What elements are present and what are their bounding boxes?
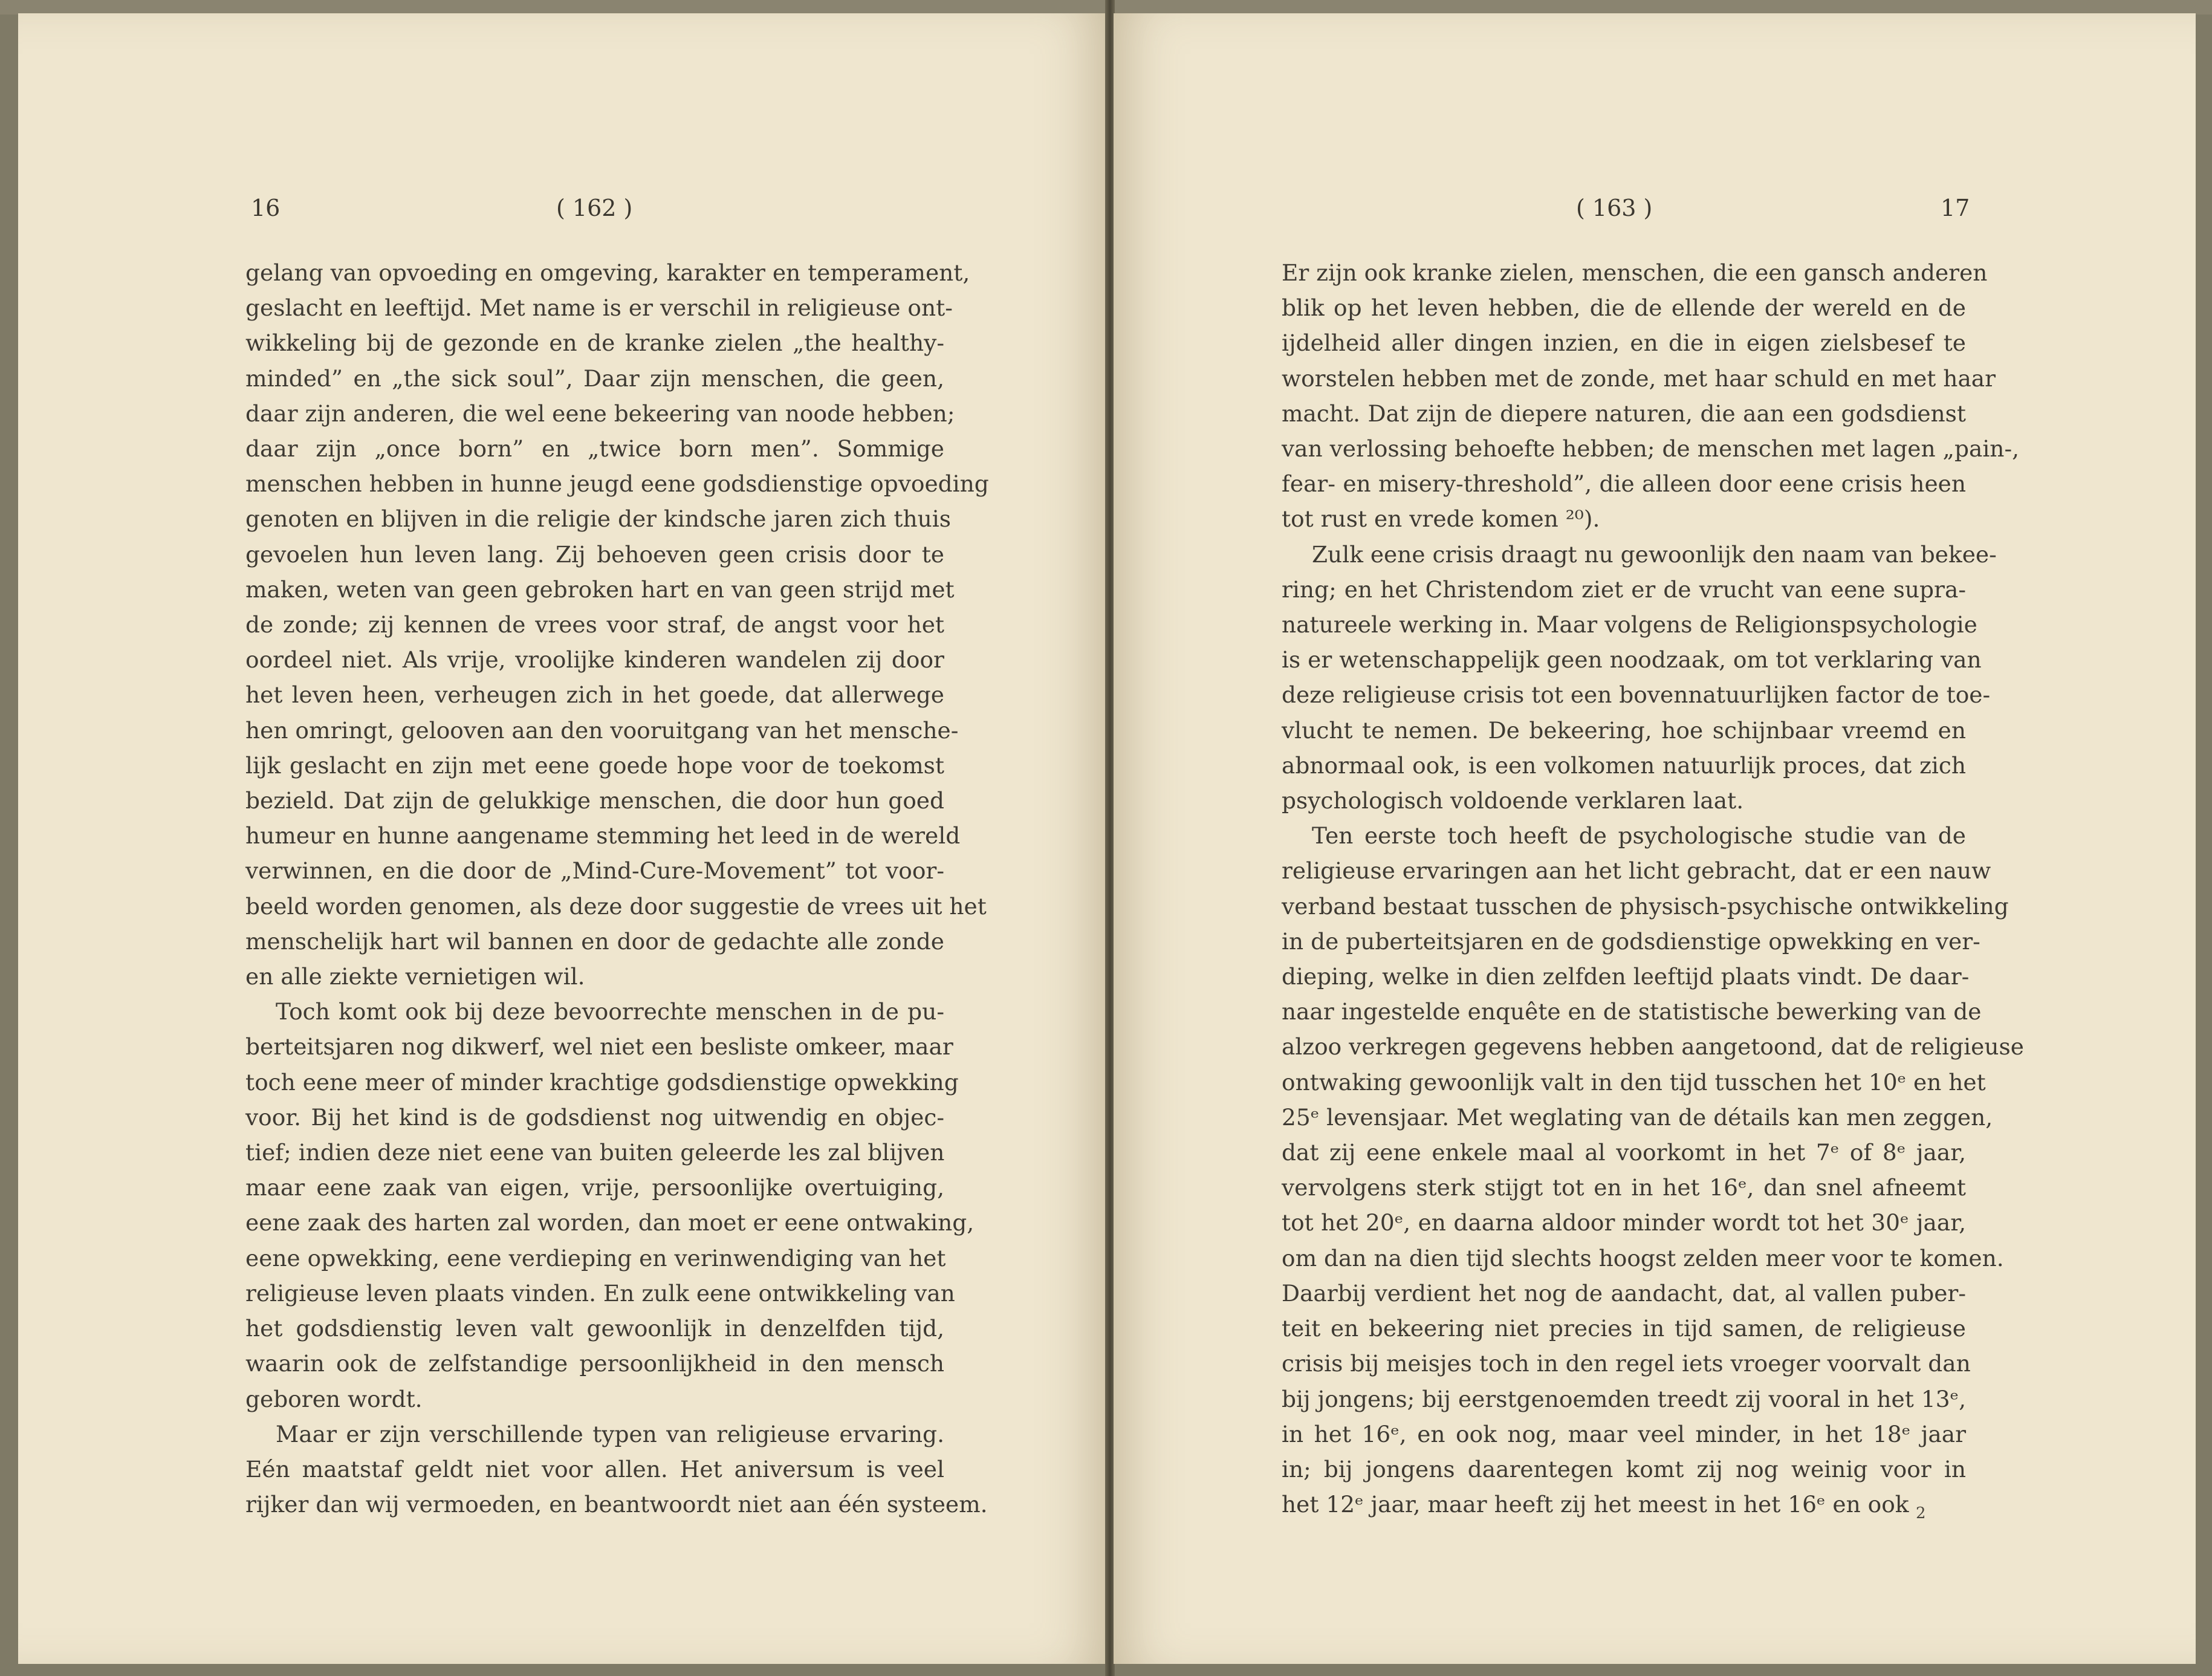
text-line: geslacht en leeftijd. Met name is er verschil in religieuse ont- [245,294,953,322]
text-line: tief; indien deze niet eene van buiten geleerde les zal blijven [245,1139,945,1166]
text-line: dat zij eene enkele maal al voorkomt in het 7ᵉ of 8ᵉ jaar, [1282,1139,1966,1166]
text-line: het leven heen, verheugen zich in het goede, dat allerwege [245,681,944,709]
text-line: maar eene zaak van eigen, vrije, persoonlijke overtuiging, [245,1174,944,1201]
text-line: is er wetenschappelijk geen noodzaak, om tot verklaring van [1282,646,1982,674]
text-line: psychologisch voldoende verklaren laat. [1282,787,1744,814]
text-line: voor. Bij het kind is de godsdienst nog uitwendig en objec- [245,1103,944,1131]
text-line: abnormaal ook, is een volkomen natuurlijk proces, dat zich [1282,752,1966,779]
paragraph [1282,255,2020,537]
left-running-header: ( 162 ) [556,195,633,221]
text-line: in de puberteitsjaren en de godsdienstige opwekking en ver- [1282,927,1980,955]
text-line: blik op het leven hebben, die de ellende der wereld en de [1282,294,1966,322]
text-line: Zulk eene crisis draagt nu gewoonlijk den naam van bekee- [1312,541,1997,568]
right-page-body [1282,255,2024,1522]
text-line: gevoelen hun leven lang. Zij behoeven geen crisis door te [245,541,944,568]
paragraph [245,994,975,1416]
text-line: fear- en misery-threshold”, die alleen door eene crisis heen [1282,470,1966,498]
text-line: religieuse leven plaats vinden. En zulk eene ontwikkeling van [245,1279,955,1307]
left-page [18,13,1106,1664]
text-line: Ten eerste toch heeft de psychologische studie van de [1312,822,1966,849]
text-line: bezield. Dat zijn de gelukkige menschen, die door hun goed [245,787,944,814]
text-line: deze religieuse crisis tot een bovennatuurlijken factor de toe- [1282,681,1991,709]
paragraph [1282,537,1997,819]
text-line: ontwaking gewoonlijk valt in den tijd tusschen het 10ᵉ en het [1282,1068,1986,1096]
text-line: om dan na dien tijd slechts hoogst zelden meer voor te komen. [1282,1244,2004,1272]
text-line: eene zaak des harten zal worden, dan moet er eene ontwaking, [245,1209,975,1236]
text-line: van verlossing behoefte hebben; de menschen met lagen „pain-, [1282,435,2020,463]
text-line: verband bestaat tusschen de physisch-psychische ontwikkeling [1282,892,2009,920]
right-running-header: ( 163 ) [1576,195,1653,221]
signature-mark: 2 [1916,1504,1926,1522]
text-line: maken, weten van geen gebroken hart en van geen strijd met [245,576,955,603]
text-line: macht. Dat zijn de diepere naturen, die aan een godsdienst [1282,400,1966,427]
text-line: het 12ᵉ jaar, maar heeft zij het meest in het 16ᵉ en ook [1282,1491,1909,1518]
text-line: alzoo verkregen gegevens hebben aangetoond, dat de religieuse [1282,1033,2024,1060]
text-line: minded” en „the sick soul”, Daar zijn menschen, die geen, [245,365,944,392]
text-line: menschelijk hart wil bannen en door de gedachte alle zonde [245,927,944,955]
left-page-body [245,255,989,1522]
text-line: berteitsjaren nog dikwerf, wel niet een besliste omkeer, maar [245,1033,953,1060]
text-line: vervolgens sterk stijgt tot en in het 16ᵉ, dan snel afneemt [1282,1174,1966,1201]
text-line: ring; en het Christendom ziet er de vrucht van eene supra- [1282,576,1966,603]
text-line: crisis bij meisjes toch in den regel iets vroeger voorvalt dan [1282,1350,1971,1377]
text-line: lijk geslacht en zijn met eene goede hope voor de toekomst [245,752,944,779]
paragraph [1282,818,2024,1522]
text-line: Toch komt ook bij deze bevoorrechte menschen in de pu- [276,998,944,1025]
text-line: in; bij jongens daarentegen komt zij nog weinig voor in [1282,1455,1966,1483]
text-line: daar zijn „once born” en „twice born men”. Sommige [245,435,944,463]
text-line: Maar er zijn verschillende typen van religieuse ervaring. [276,1420,944,1447]
text-line: verwinnen, en die door de „Mind-Cure-Movement” tot voor- [245,857,944,885]
text-line: ijdelheid aller dingen inzien, en die in eigen zielsbesef te [1282,330,1966,357]
text-line: teit en bekeering niet precies in tijd samen, de religieuse [1282,1315,1966,1342]
text-line: tot het 20ᵉ, en daarna aldoor minder wordt tot het 30ᵉ jaar, [1282,1209,1966,1236]
text-line: natureele werking in. Maar volgens de Religionspsychologie [1282,611,1977,638]
text-line: daar zijn anderen, die wel eene bekeering van noode hebben; [245,400,955,427]
left-page-number: 16 [251,195,281,221]
text-line: menschen hebben in hunne jeugd eene godsdienstige opvoeding [245,470,989,498]
right-page-number: 17 [1941,195,1970,221]
text-line: oordeel niet. Als vrije, vroolijke kinderen wandelen zij door [245,646,944,674]
text-line: hen omringt, gelooven aan den vooruitgang van het mensche- [245,716,959,744]
text-line: Eén maatstaf geldt niet voor allen. Het aniversum is veel [245,1455,944,1483]
text-line: de zonde; zij kennen de vrees voor straf, de angst voor het [245,611,944,638]
text-line: Er zijn ook kranke zielen, menschen, die een gansch anderen [1282,259,1988,286]
text-line: humeur en hunne aangename stemming het leed in de wereld [245,822,961,849]
text-line: eene opwekking, eene verdieping en verinwendiging van het [245,1244,946,1272]
text-line: 25ᵉ levensjaar. Met weglating van de détails kan men zeggen, [1282,1103,1993,1131]
right-page [1114,13,2196,1664]
paragraph [245,1417,988,1522]
text-line: rijker dan wij vermoeden, en beantwoordt niet aan één systeem. [245,1491,988,1518]
text-line: het godsdienstig leven valt gewoonlijk in denzelfden tijd, [245,1315,944,1342]
text-line: Daarbij verdient het nog de aandacht, dat, al vallen puber- [1282,1279,1966,1307]
text-line: worstelen hebben met de zonde, met haar schuld en met haar [1282,365,1996,392]
text-line: bij jongens; bij eerstgenoemden treedt zij vooral in het 13ᵉ, [1282,1385,1966,1412]
text-line: gelang van opvoeding en omgeving, karakter en temperament, [245,259,970,286]
text-line: religieuse ervaringen aan het licht gebracht, dat er een nauw [1282,857,1991,885]
text-line: en alle ziekte vernietigen wil. [245,963,585,990]
text-line: waarin ook de zelfstandige persoonlijkheid in den mensch [245,1350,944,1377]
text-line: toch eene meer of minder krachtige godsdienstige opwekking [245,1068,959,1096]
text-line: vlucht te nemen. De bekeering, hoe schijnbaar vreemd en [1282,716,1966,744]
text-line: genoten en blijven in die religie der kindsche jaren zich thuis [245,505,952,533]
text-line: in het 16ᵉ, en ook nog, maar veel minder, in het 18ᵉ jaar [1282,1420,1966,1447]
text-line: dieping, welke in dien zelfden leeftijd plaats vindt. De daar- [1282,963,1970,990]
text-line: tot rust en vrede komen ²⁰). [1282,505,1600,533]
paragraph [245,255,989,994]
text-line: beeld worden genomen, als deze door suggestie de vrees uit het [245,892,987,920]
text-line: wikkeling bij de gezonde en de kranke zielen „the healthy- [245,330,944,357]
text-line: naar ingestelde enquête en de statistische bewerking van de [1282,998,1982,1025]
text-line: geboren wordt. [245,1385,423,1412]
